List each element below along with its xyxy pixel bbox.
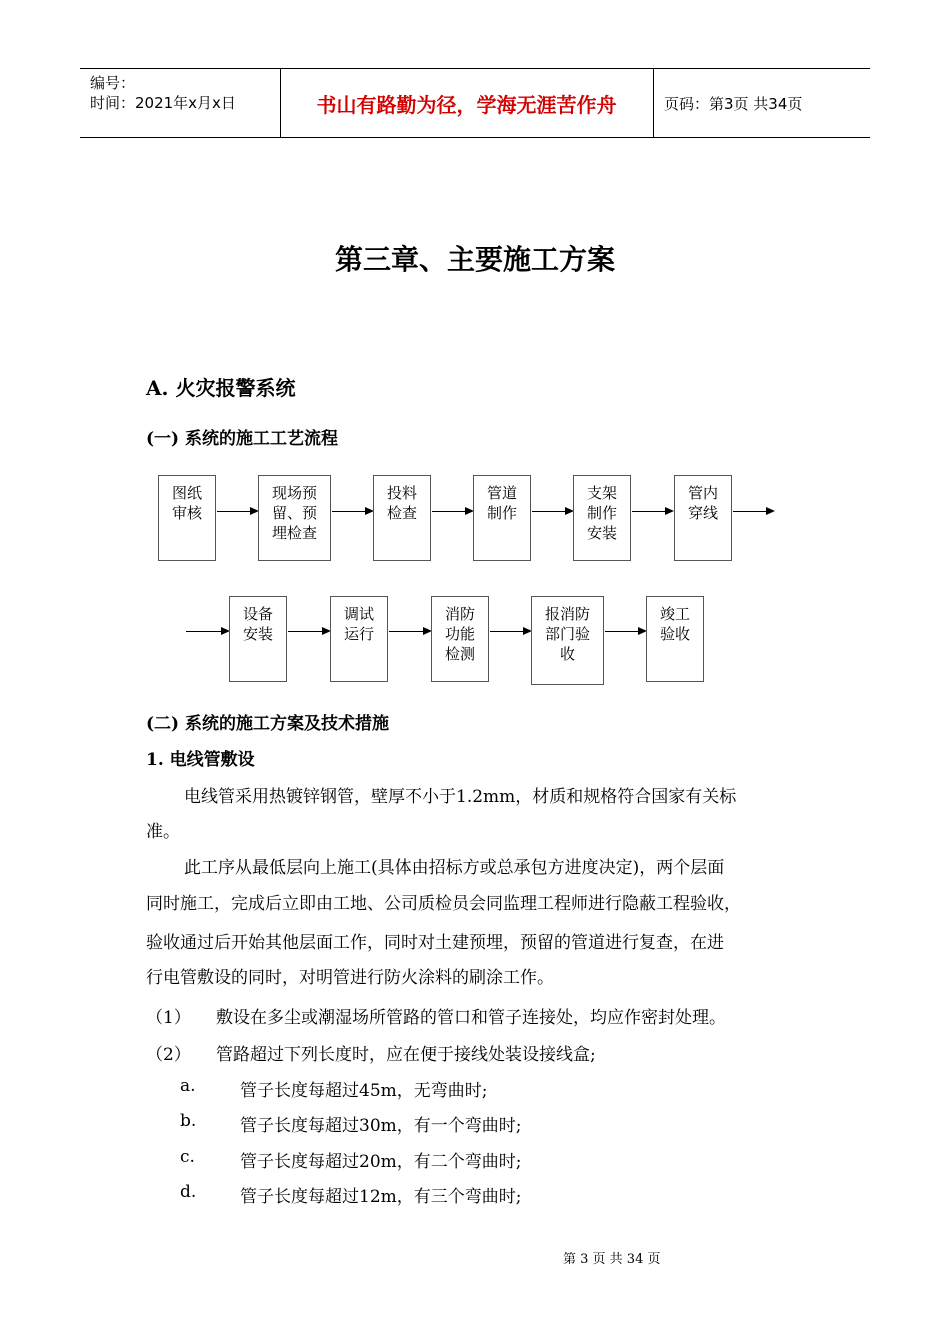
subitem-letter: d.	[180, 1182, 197, 1202]
item-number: （1）	[146, 1008, 191, 1028]
para1-line: 准。	[146, 822, 180, 842]
flow-step-line: 设备	[242, 605, 273, 623]
flow-step-line: 竣工	[659, 605, 690, 623]
flow-step	[573, 475, 631, 561]
heading-1: 1. 电线管敷设	[146, 750, 255, 770]
flow-step-line: 图纸	[171, 484, 202, 502]
flow-arrow	[432, 511, 472, 512]
para2-line: 同时施工，完成后立即由工地、公司质检员会同监理工程师进行隐蔽工程验收，	[146, 894, 741, 914]
flow-arrow	[332, 511, 372, 512]
flow-step-line: 管内	[687, 484, 718, 502]
item-text: 管路超过下列长度时，应在便于接线处装设接线盒;	[216, 1045, 596, 1065]
flow-arrow	[632, 511, 672, 512]
para1-line: 电线管采用热镀锌钢管，壁厚不小于1.2mm，材质和规格符合国家有关标	[184, 787, 737, 807]
flow-step-line: 部门验	[544, 625, 590, 643]
flow-step-line: 验收	[659, 625, 690, 643]
flow-step	[674, 475, 732, 561]
flow-step-line: 投料	[386, 484, 417, 502]
para2-line: 此工序从最低层向上施工(具体由招标方或总承包方进度决定)，两个层面	[184, 858, 725, 878]
para2-line: 行电管敷设的同时，对明管进行防火涂料的刷涂工作。	[146, 968, 554, 988]
flow-arrow	[490, 631, 530, 632]
subitem-text: 管子长度每超过30m，有一个弯曲时;	[240, 1116, 522, 1136]
flow-arrow	[186, 631, 228, 632]
flow-step-line: 调试	[343, 605, 374, 623]
flow-step-line: 支架	[586, 484, 617, 502]
flow-step	[473, 475, 531, 561]
flow-step-line: 安装	[586, 524, 617, 542]
flow-step-line: 制作	[586, 504, 617, 522]
subitem-letter: b.	[180, 1111, 197, 1131]
flow-step-line: 运行	[343, 625, 374, 643]
section-a-heading: A. 火灾报警系统	[146, 376, 296, 400]
flow-step	[373, 475, 431, 561]
flow-step-line: 检查	[386, 504, 417, 522]
flow-step	[258, 475, 331, 561]
flow-step	[431, 596, 489, 682]
subsection-2-heading: (二) 系统的施工方案及技术措施	[146, 714, 390, 734]
flow-step-line: 埋检查	[271, 524, 317, 542]
chapter-title: 第三章、主要施工方案	[334, 243, 615, 276]
flow-step	[158, 475, 216, 561]
flow-step-line: 穿线	[687, 504, 718, 522]
footer-page-number: 第 3 页 共 34 页	[563, 1252, 661, 1267]
header-motto: 书山有路勤为径，学海无涯苦作舟	[280, 69, 654, 137]
flow-step-line: 收	[559, 645, 575, 663]
flow-step	[330, 596, 388, 682]
header-page-label: 页码：第3页 共34页	[664, 94, 803, 113]
flow-step-line: 留、预	[271, 504, 317, 522]
flow-step-line: 安装	[242, 625, 273, 643]
subitem-text: 管子长度每超过45m，无弯曲时;	[240, 1081, 488, 1101]
page-header	[80, 68, 870, 138]
flow-arrow	[389, 631, 430, 632]
flow-arrow	[532, 511, 572, 512]
subitem-text: 管子长度每超过12m，有三个弯曲时;	[240, 1187, 522, 1207]
flow-step	[229, 596, 287, 682]
subitem-letter: c.	[180, 1147, 195, 1167]
number-label: 编号：	[90, 74, 136, 92]
flow-step	[646, 596, 704, 682]
flow-step-line: 制作	[486, 504, 517, 522]
item-number: （2）	[146, 1045, 191, 1065]
header-meta	[80, 69, 281, 137]
subsection-1-heading: (一) 系统的施工工艺流程	[146, 429, 339, 449]
flow-step-line: 审核	[171, 504, 202, 522]
flow-arrow	[605, 631, 645, 632]
flow-step-line: 管道	[486, 484, 517, 502]
flow-step-line: 现场预	[271, 484, 317, 502]
subitem-text: 管子长度每超过20m，有二个弯曲时;	[240, 1152, 522, 1172]
flow-arrow	[217, 511, 257, 512]
flow-step-line: 消防	[444, 605, 475, 623]
date-label: 时间：2021年x月x日	[90, 94, 236, 112]
flow-step-line: 报消防	[544, 605, 590, 623]
para2-line: 验收通过后开始其他层面工作，同时对土建预埋，预留的管道进行复查，在进	[146, 933, 724, 953]
flow-step	[531, 596, 604, 685]
flow-step-line: 检测	[444, 645, 475, 663]
item-text: 敷设在多尘或潮湿场所管路的管口和管子连接处，均应作密封处理。	[216, 1008, 726, 1028]
flow-step-line: 功能	[444, 625, 475, 643]
flow-arrow	[288, 631, 329, 632]
subitem-letter: a.	[180, 1076, 196, 1096]
flow-arrow	[733, 511, 773, 512]
